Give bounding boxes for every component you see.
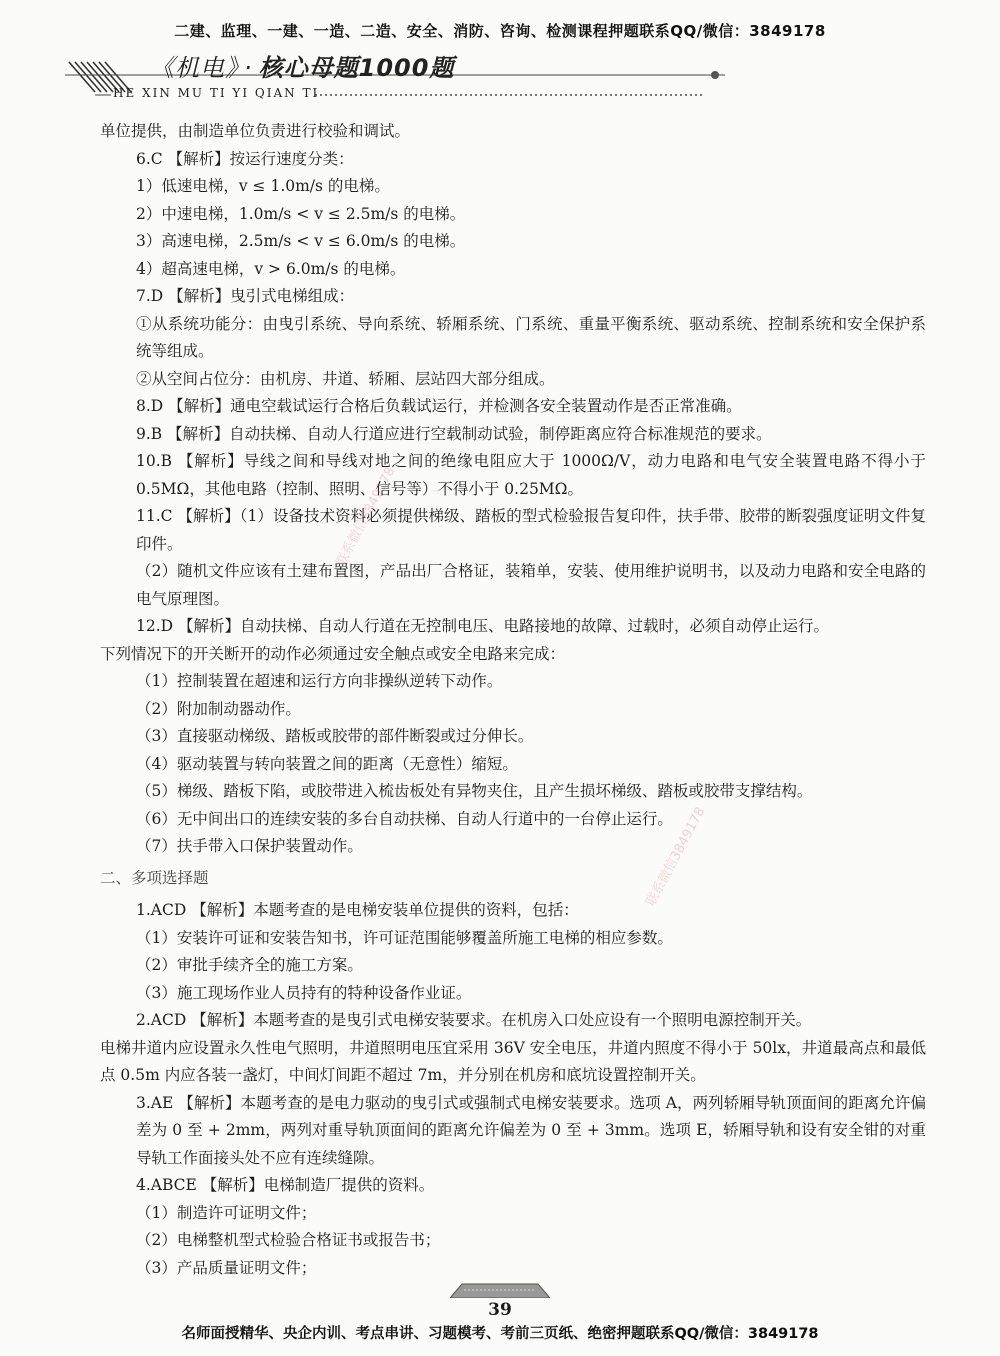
watermark-stamp: 联系微信3849178 (333, 464, 399, 569)
top-banner: 二建、监理、一建、一造、二造、安全、消防、咨询、检测课程押题联系QQ/微信：3849178 (174, 22, 826, 40)
list-item: （2）随机文件应该有土建布置图，产品出厂合格证，装箱单，安装、使用维护说明书，以及动力电路和安全电路的电气原理图。 (136, 562, 926, 608)
header-dot: · (244, 54, 253, 82)
footer-tab-decoration (450, 1282, 550, 1298)
paragraph: 单位提供，由制造单位负责进行校验和调试。 (100, 122, 411, 140)
watermark-stamp: 联系微信3849178 (643, 804, 709, 909)
answer-item: 4.ABCE 【解析】电梯制造厂提供的资料。 (136, 1176, 435, 1194)
list-item: （3）施工现场作业人员持有的特种设备作业证。 (136, 983, 472, 1002)
paragraph: 下列情况下的开关断开的动作必须通过安全触点或安全电路来完成： (100, 644, 566, 663)
list-item: （1）控制装置在超速和运行方向非操纵逆转下动作。 (136, 672, 503, 690)
header-book: 《机电》 (150, 54, 238, 82)
answer-item: 8.D 【解析】通电空载试运行合格后负载试运行，并检测各安全装置动作是否正常准确。 (136, 397, 742, 415)
list-item: （2）电梯整机型式检验合格证书或报告书； (136, 1231, 441, 1249)
section-heading: 二、多项选择题 (100, 868, 209, 887)
bottom-banner: 名师面授精华、央企内训、考点串讲、习题模考、考前三页纸、绝密押题联系QQ/微信：3849178 (181, 1326, 819, 1342)
running-header (65, 40, 745, 110)
answer-item: 9.B 【解析】自动扶梯、自动人行道应进行空载制动试验，制停距离应符合标准规范的要求。 (136, 424, 772, 443)
list-item: （3）直接驱动梯级、踏板或胶带的部件断裂或过分伸长。 (136, 727, 534, 745)
list-item: （3）产品质量证明文件； (136, 1258, 317, 1277)
answer-item: 6.C 【解析】按运行速度分类： (136, 149, 354, 168)
list-item: （1）安装许可证和安装告知书，许可证范围能够覆盖所施工电梯的相应参数。 (136, 928, 673, 947)
header-main: 核心母题1000题 (258, 54, 455, 82)
header-title (150, 48, 454, 83)
list-item: （7）扶手带入口保护装置动作。 (136, 837, 363, 855)
list-item: （2）审批手续齐全的施工方案。 (136, 956, 363, 974)
list-item: ②从空间占位分：由机房、井道、轿厢、层站四大部分组成。 (136, 369, 555, 388)
answer-item: 12.D 【解析】自动扶梯、自动人行道在无控制电压、电路接地的故障、过载时，必须自动停止运行。 (136, 617, 830, 635)
answer-item: 11.C 【解析】（1）设备技术资料必须提供梯级、踏板的型式检验报告复印件，扶手带、胶带的断裂强度证明文件复印件。 (136, 507, 926, 553)
answer-item: 7.D 【解析】曳引式电梯组成： (136, 287, 355, 305)
answer-item: 2.ACD 【解析】本题考查的是曳引式电梯安装要求。在机房入口处应设有一个照明电源控制开关。 (136, 1011, 812, 1029)
list-item: （2）附加制动器动作。 (136, 699, 301, 718)
answer-item: 3.AE 【解析】本题考查的是电力驱动的曳引式或强制式电梯安装要求。选项 A，两列轿厢导轨顶面间的距离允许偏差为 0 至 + 2mm，两列对重导轨顶面间的距离允许偏差为 0 至 + 3mm。选项 E，轿厢导轨和设有安全钳的对重导轨工作面接头处不应有连续缝隙。 (136, 1093, 926, 1167)
list-item: 4）超高速电梯，v > 6.0m/s 的电梯。 (136, 259, 406, 278)
paragraph: 电梯井道内应设置永久性电气照明，井道照明电压宜采用 36V 安全电压，井道内照度不得小于 50lx，井道最高点和最低点 0.5m 内应各装一盏灯，中间灯间距不超过 7m，并分别在机房和底坑设置控制开关。 (100, 1038, 926, 1084)
list-item: 3）高速电梯，2.5m/s < v ≤ 6.0m/s 的电梯。 (136, 232, 466, 250)
answer-item: 10.B 【解析】导线之间和导线对地之间的绝缘电阻应大于 1000Ω/V，动力电路和电气安全装置电路不得小于 0.5MΩ，其他电路（控制、照明、信号等）不得小于 0.25MΩ。 (136, 452, 926, 498)
list-item: （6）无中间出口的连续安装的多台自动扶梯、自动人行道中的一台停止运行。 (136, 809, 673, 828)
answer-item: 1.ACD 【解析】本题考查的是电梯安装单位提供的资料，包括： (136, 901, 579, 919)
list-item: （5）梯级、踏板下陷，或胶带进入梳齿板处有异物夹住，且产生损坏梯级、踏板或胶带支撑结构。 (136, 782, 813, 800)
page-number: 39 (488, 1300, 512, 1320)
list-item: 1）低速电梯，v ≤ 1.0m/s 的电梯。 (136, 177, 390, 195)
header-subtitle: HE XIN MU TI YI QIAN TI (113, 86, 320, 100)
list-item: （4）驱动装置与转向装置之间的距离（无意性）缩短。 (136, 754, 518, 773)
list-item: ①从系统功能分：由曳引系统、导向系统、轿厢系统、门系统、重量平衡系统、驱动系统、控制系统和安全保护系统等组成。 (136, 314, 926, 360)
body-content (100, 118, 926, 1282)
list-item: （1）制造许可证明文件； (136, 1203, 317, 1222)
list-item: 2）中速电梯，1.0m/s < v ≤ 2.5m/s 的电梯。 (136, 204, 466, 223)
